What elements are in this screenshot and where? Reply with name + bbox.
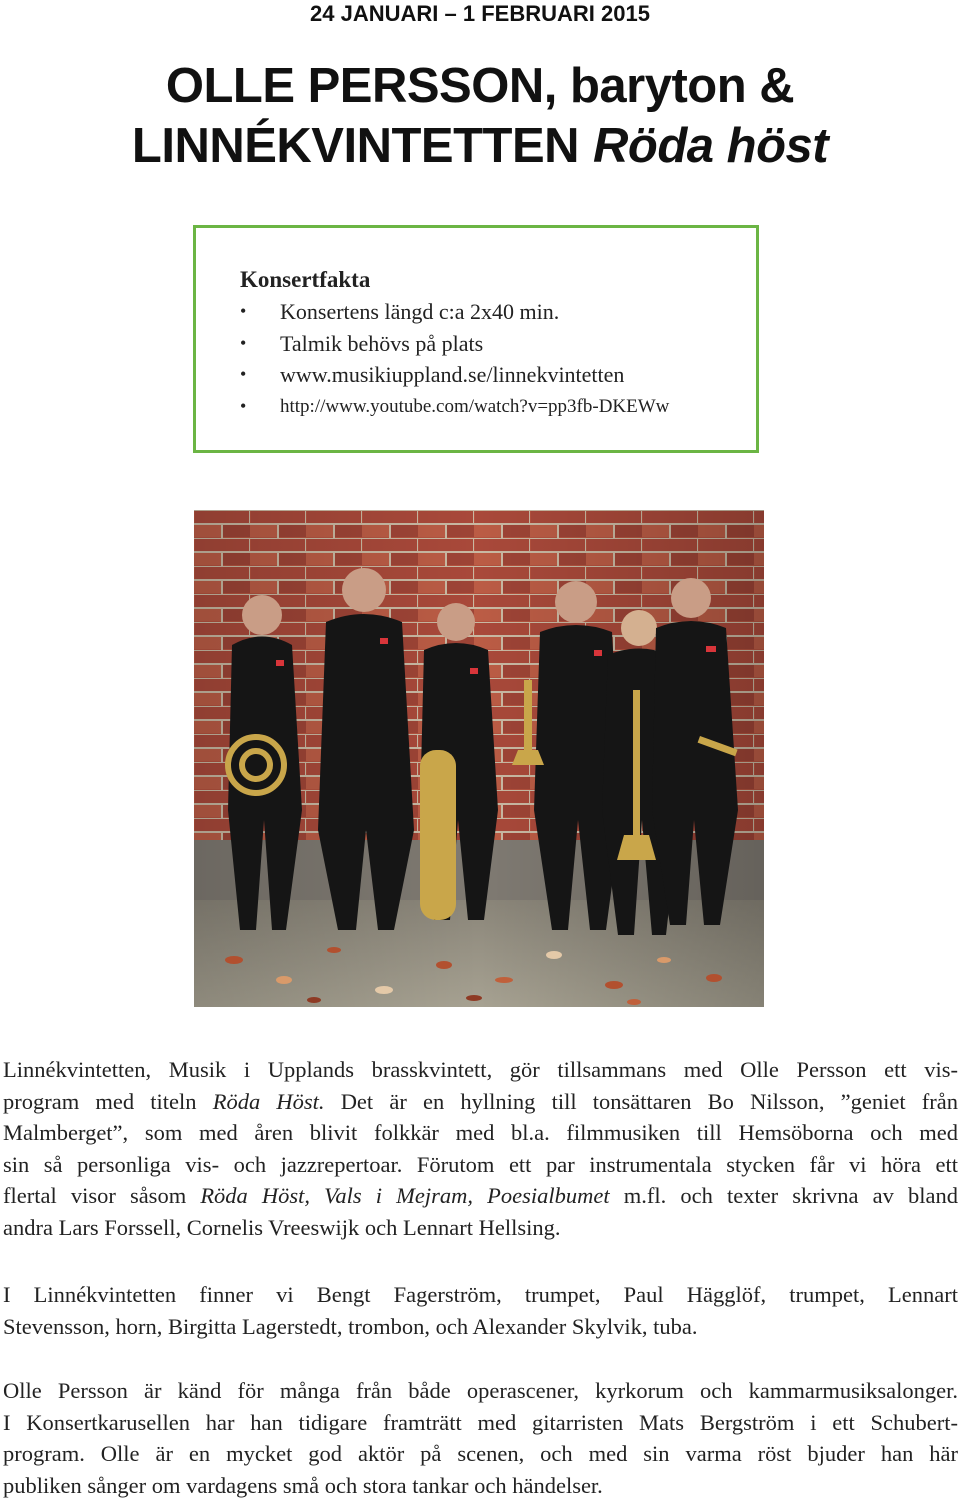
facts-item-text: Talmik behövs på plats xyxy=(280,330,484,356)
page-title xyxy=(0,56,960,176)
facts-item-mic xyxy=(240,328,669,360)
concert-facts-box xyxy=(193,225,759,453)
bullet-icon: • xyxy=(240,301,247,321)
facts-item-website[interactable] xyxy=(240,359,669,391)
bullet-icon: • xyxy=(240,395,247,416)
bullet-icon: • xyxy=(240,364,247,384)
text-line: Stevensson, horn, Birgitta Lagerstedt, trombon, och Alexander Skylvik, tuba. xyxy=(3,1313,698,1339)
text-line: Olle Persson är känd för många från både operascener, kyrkorum och kammarmusiksalonger. xyxy=(3,1378,958,1403)
text-line: I Linnékvintetten finner vi Bengt Fagerström, trumpet, Paul Hägglöf, trumpet, Lennart xyxy=(3,1282,958,1307)
text-line: Malmberget”, som med åren blivit folkkär med bl.a. filmmusiken till Hemsöborna och med xyxy=(3,1120,958,1146)
youtube-link[interactable]: http://www.youtube.com/watch?v=pp3fb-DKEWw xyxy=(280,395,670,417)
facts-list xyxy=(240,296,669,422)
website-link[interactable]: www.musikiuppland.se/linnekvintetten xyxy=(280,362,625,387)
text-line: Linnékvintetten, Musik i Upplands brasskvintett, gör tillsammans med Olle Persson ett vis- xyxy=(3,1057,958,1082)
facts-heading: Konsertfakta xyxy=(240,267,371,292)
paragraph-members xyxy=(3,1279,958,1342)
text-line: I Konsertkarusellen har han tidigare framträtt med gitarristen Mats Bergström i ett Schubert- xyxy=(3,1409,958,1435)
title-line-2 xyxy=(0,116,960,176)
bullet-icon: • xyxy=(240,332,247,353)
paragraph-olle xyxy=(3,1375,958,1501)
title-program: Röda höst xyxy=(593,119,829,173)
text-line: sin så personliga vis- och jazzrepertoar. Förutom ett par instrumentala stycken får vi höra ett xyxy=(3,1151,958,1177)
text-line: program. Olle är en mycket god aktör på scenen, och med sin varma röst bjuder han här xyxy=(3,1441,958,1467)
text-line: program med titeln Röda Höst. Det är en hyllning till tonsättaren Bo Nilsson, ”geniet från xyxy=(3,1088,958,1114)
facts-item-text: Konsertens längd c:a 2x40 min. xyxy=(280,299,560,324)
text-line: flertal visor såsom Röda Höst, Vals i Mejram, Poesialbumet m.fl. och texter skrivna av bland xyxy=(3,1183,958,1209)
text-line: andra Lars Forssell, Cornelis Vreeswijk och Lennart Hellsing. xyxy=(3,1214,561,1240)
ensemble-photo xyxy=(194,510,764,1007)
paragraph-program xyxy=(3,1054,958,1244)
title-ensemble: LINNÉKVINTETTEN xyxy=(131,119,580,173)
facts-item-length xyxy=(240,296,669,328)
concert-date: 24 JANUARI – 1 FEBRUARI 2015 xyxy=(310,1,650,26)
facts-item-youtube[interactable] xyxy=(240,391,669,423)
text-line: publiken sånger om vardagens små och stora tankar och händelser. xyxy=(3,1472,603,1498)
title-line-1: OLLE PERSSON, baryton & xyxy=(165,59,795,113)
